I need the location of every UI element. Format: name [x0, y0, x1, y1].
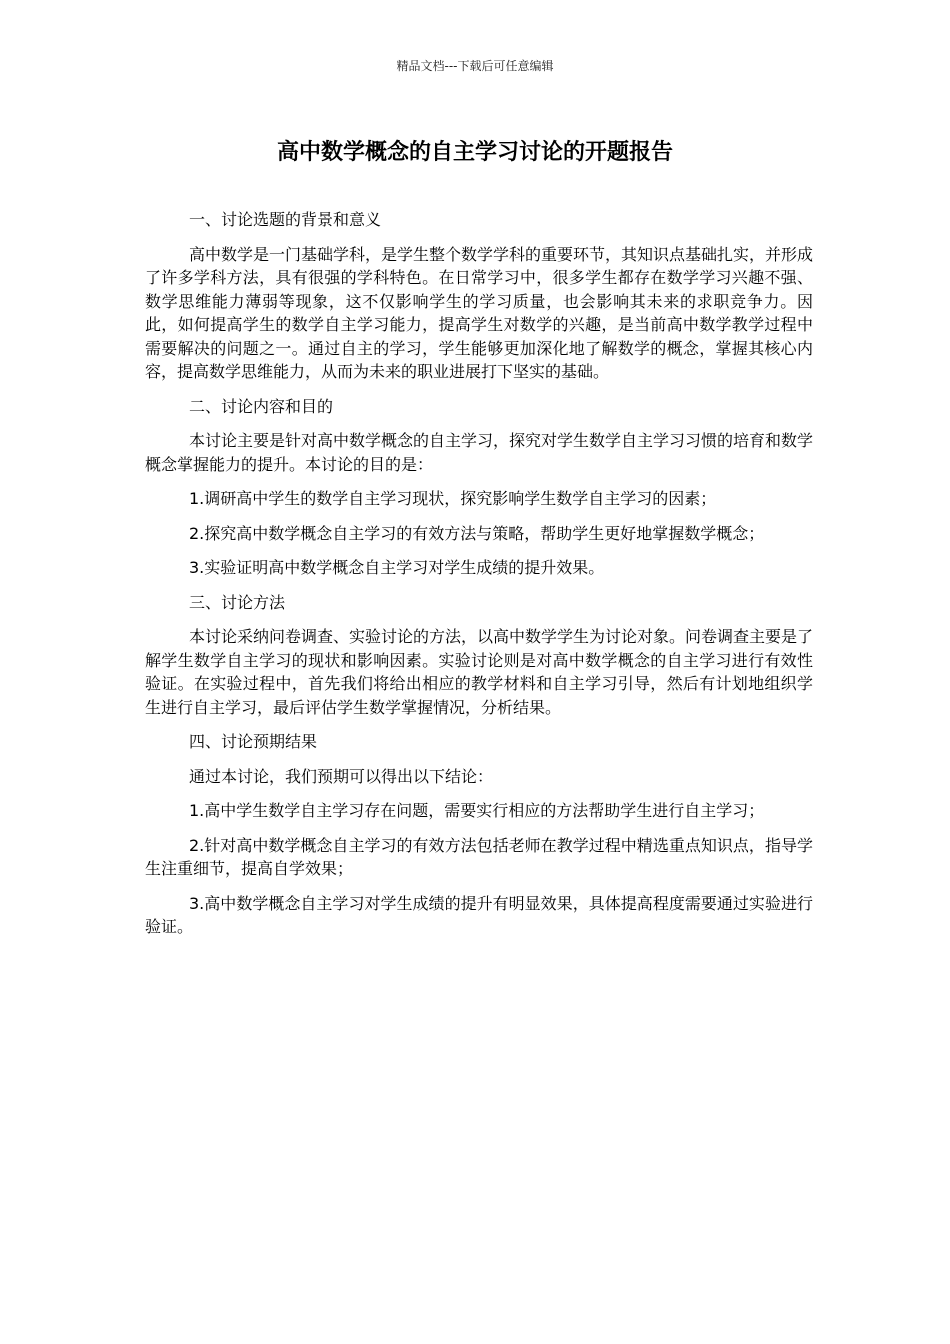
list-item-goal-1: 1.调研高中学生的数学自主学习现状，探究影响学生数学自主学习的因素； — [189, 489, 717, 508]
section-heading-results: 四、讨论预期结果 — [189, 732, 318, 751]
paragraph-results-intro: 通过本讨论，我们预期可以得出以下结论： — [189, 766, 494, 786]
document-body — [145, 208, 813, 950]
page-header: 精品文档---下载后可任意编辑 — [396, 59, 554, 73]
paragraph-method: 本讨论采纳问卷调查、实验讨论的方法，以高中数学学生为讨论对象。问卷调查主要是了解学生数学自主学习的现状和影响因素。实验讨论则是对高中数学概念的自主学习进行有效性验证。在实验过程中，首先我们将给出相应的教学材料和自主学习引导，然后有计划地组织学生进行自主学习，最后评估学生数学掌握情况，分析结果。 — [145, 627, 814, 717]
section-heading-method: 三、讨论方法 — [189, 592, 286, 612]
document-title: 高中数学概念的自主学习讨论的开题报告 — [276, 140, 673, 165]
list-item-result-2: 2.针对高中数学概念自主学习的有效方法包括老师在教学过程中精选重点知识点，指导学生注重细节，提高自学效果； — [145, 835, 813, 878]
section-heading-content: 二、讨论内容和目的 — [189, 396, 334, 416]
section-heading-background: 一、讨论选题的背景和意义 — [189, 210, 382, 229]
paragraph-content-intro: 本讨论主要是针对高中数学概念的自主学习，探究对学生数学自主学习习惯的培育和数学概念掌握能力的提升。本讨论的目的是： — [145, 431, 814, 474]
paragraph-background: 高中数学是一门基础学科，是学生整个数学学科的重要环节，其知识点基础扎实，并形成了许多学科方法，具有很强的学科特色。在日常学习中，很多学生都存在数学学习兴趣不强、数学思维能力薄弱等现象，这不仅影响学生的学习质量，也会影响其未来的求职竞争力。因此，如何提高学生的数学自主学习能力，提高学生对数学的兴趣，是当前高中数学教学过程中需要解决的问题之一。通过自主的学习，学生能够更加深化地了解数学的概念，掌握其核心内容，提高数学思维能力，从而为未来的职业进展打下坚实的基础。 — [145, 244, 814, 381]
list-item-result-1: 1.高中学生数学自主学习存在问题，需要实行相应的方法帮助学生进行自主学习； — [189, 801, 765, 820]
list-item-goal-2: 2.探究高中数学概念自主学习的有效方法与策略，帮助学生更好地掌握数学概念； — [189, 523, 765, 543]
list-item-goal-3: 3.实验证明高中数学概念自主学习对学生成绩的提升效果。 — [189, 558, 605, 577]
list-item-result-3: 3.高中数学概念自主学习对学生成绩的提升有明显效果，具体提高程度需要通过实验进行验证。 — [145, 893, 813, 936]
